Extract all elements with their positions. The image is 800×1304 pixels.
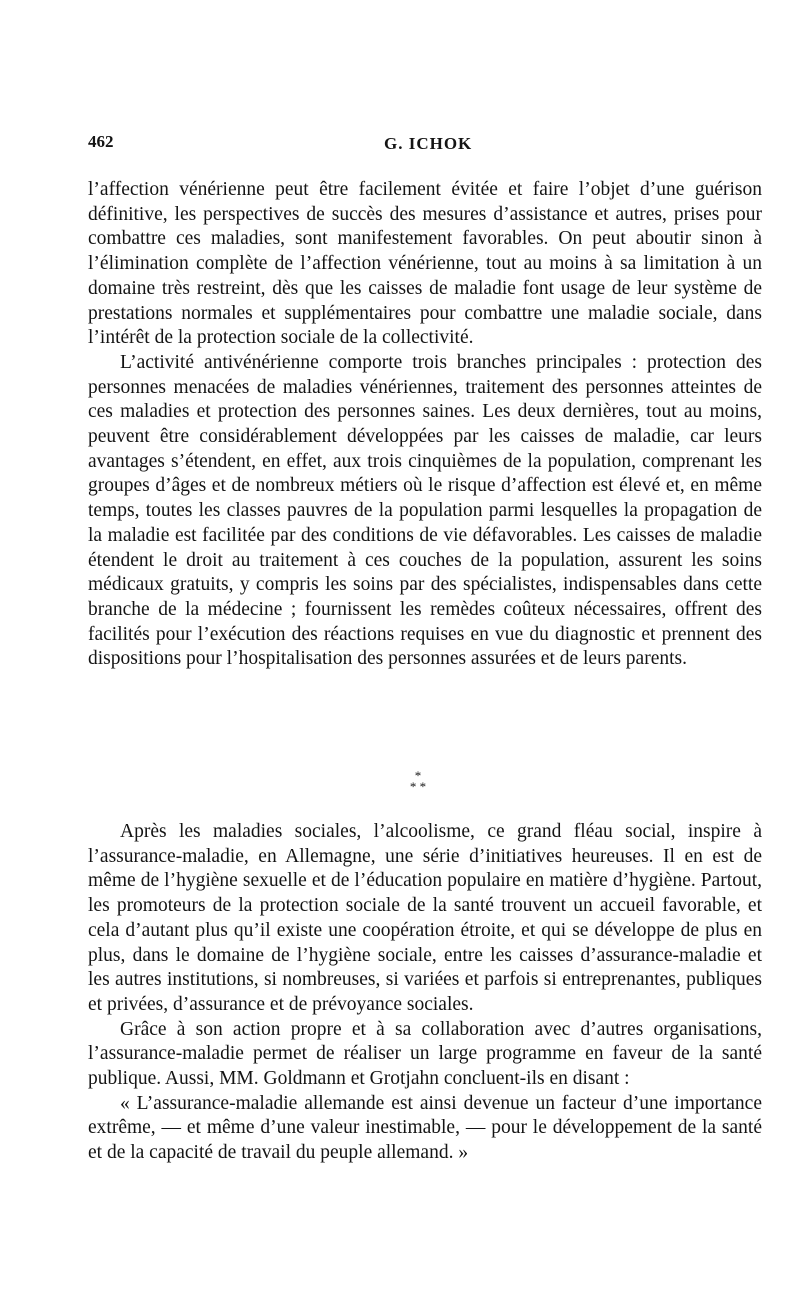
quotation-conclusion: « L’assurance-maladie allemande est ainsi devenue un facteur d’une importance extrême, — et même d’une valeur inestimable, — pour le développement de la santé et de la capacité de travail du peuple allemand. » (88, 1092, 762, 1164)
paragraph-antivenerian-activity: L’activité antivénérienne comporte trois branches principales : protection des personnes menacées de maladies vénériennes, traitement des personnes atteintes de ces maladies et protection des personnes saines. Les deux dernières, tout au moins, peuvent être considérablement développées par les caisses de maladie, car leurs avantages s’étendent, en effet, aux trois cinquièmes de la population, comprenant les groupes d’âges et de nombreux métiers où le risque d’affection est élevé et, en même temps, toutes les classes pauvres de la population parmi lesquelles la propagation de la maladie est facilitée par des conditions de vie défavorables. Les caisses de maladie étendent le droit au traitement à ces couches de la population, assurent les soins médicaux gratuits, y compris les soins par des spécialistes, indispensables dans cette branche de la médecine ; fournissent les remèdes coûteux nécessaires, offrent des facilités pour l’exécution des réactions requises en vue du diagnostic et prennent des dispositions pour l’hospitalisation des personnes assurées et de leurs parents. (88, 351, 762, 670)
asterism-bottom-stars: * * (409, 779, 427, 794)
author-header: G. ICHOK (384, 134, 473, 153)
paragraph-collaboration: Grâce à son action propre et à sa collaboration avec d’autres organisations, l’assurance-maladie permet de réaliser un large programme en faveur de la santé publique. Aussi, MM. Goldmann et Grotjahn concluent-ils en disant : (88, 1018, 762, 1090)
text-block-second (88, 820, 762, 1166)
paragraph-continuation: l’affection vénérienne peut être facilement évitée et faire l’objet d’une guérison définitive, les perspectives de succès des mesures d’assistance et autres, prises pour combattre ces maladies, sont manifestement favorables. On peut aboutir sinon à l’élimination complète de l’affection vénérienne, tout au moins à sa limitation à un domaine très restreint, dès que les caisses de maladie font usage de leur système de prestations normales et supplémentaires pour combattre une maladie sociale, dans l’intérêt de la protection sociale de la collectivité. (88, 179, 762, 349)
text-block-first (88, 178, 762, 672)
paragraph-social-diseases: Après les maladies sociales, l’alcoolisme, ce grand fléau social, inspire à l’assurance-maladie, en Allemagne, une série d’initiatives heureuses. Il en est de même de l’hygiène sexuelle et de l’éducation populaire en matière d’hygiène. Partout, les promoteurs de la protection sociale de la santé trouvent un accueil favorable, et cela d’autant plus qu’il existe une coopération étroite, et qui se développe de plus en plus, dans le domaine de l’hygiène sociale, entre les caisses d’assurance-maladie et les autres institutions, si nombreuses, si variées et parfois si entreprenantes, publiques et privées, d’assurance et de prévoyance sociales. (88, 821, 762, 1015)
section-separator-asterism (398, 770, 438, 800)
running-head (88, 132, 760, 158)
asterism-top-star: * (414, 768, 422, 783)
page-number: 462 (88, 132, 114, 151)
